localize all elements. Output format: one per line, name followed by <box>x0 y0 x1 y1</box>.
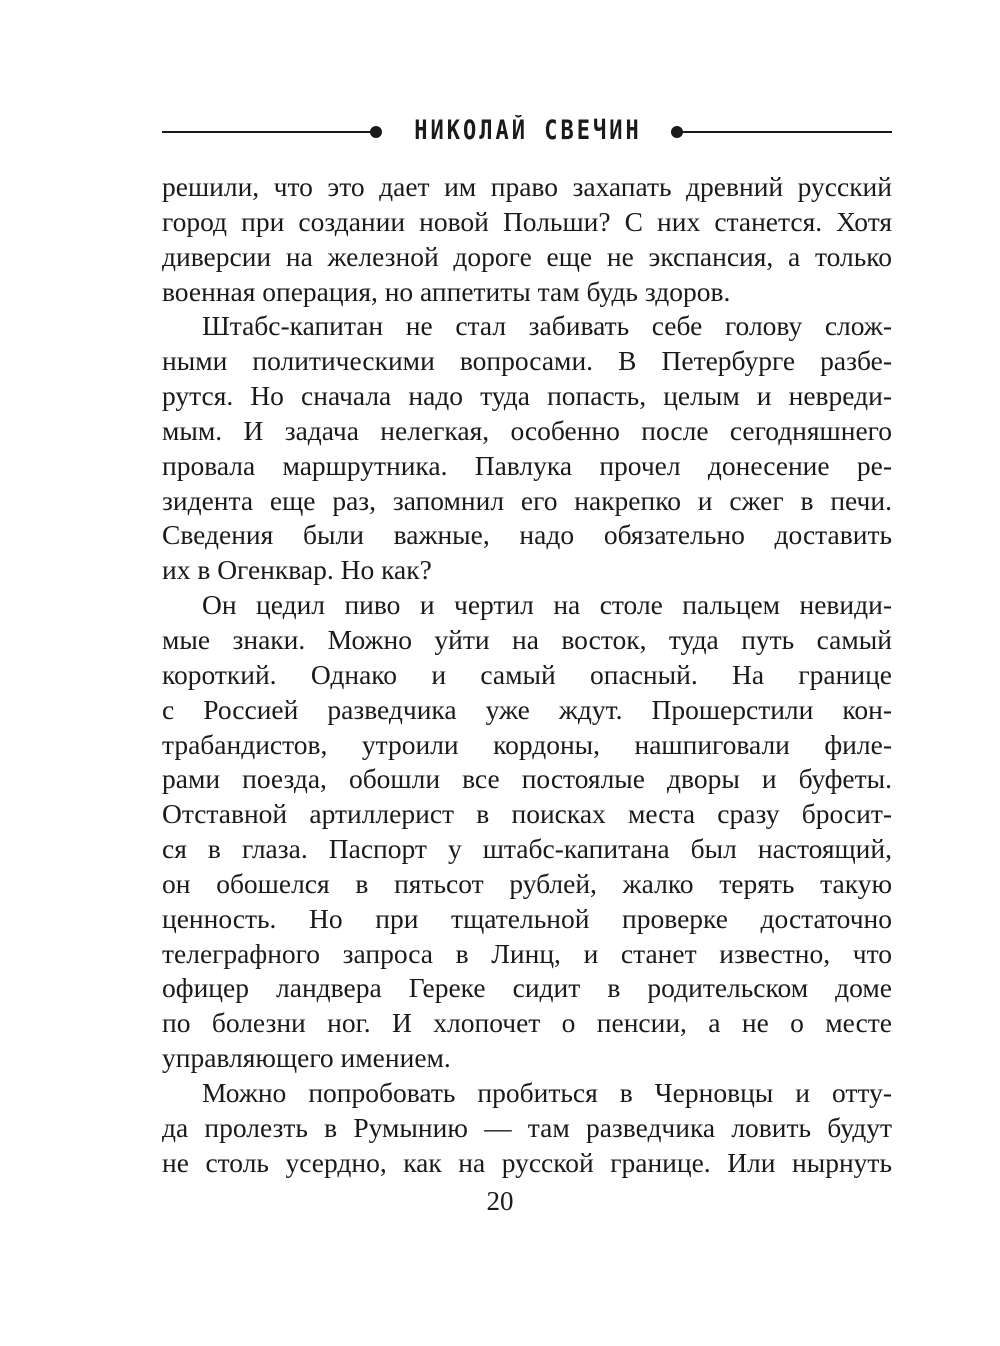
text-line: рами поезда, обошли все постоялые дворы и буфеты. <box>162 763 892 795</box>
running-header <box>162 112 892 152</box>
text-line: рутся. Но сначала надо туда попасть, целым и невреди- <box>162 380 892 412</box>
text-line: город при создании новой Польши? С них станется. Хотя <box>162 205 892 237</box>
page-number: 20 <box>486 1186 514 1216</box>
text-line: ся в глаза. Паспорт у штабс-капитана был настоящий, <box>162 833 892 865</box>
text-line: ными политическими вопросами. В Петербурге разбе- <box>162 345 892 377</box>
text-line: ценность. Но при тщательной проверке достаточно <box>162 902 892 934</box>
text-line: трабандистов, утроили кордоны, нашпиговали филе- <box>162 728 892 760</box>
text-line: Отставной артиллерист в поисках места сразу бросит- <box>162 798 892 830</box>
paragraph <box>162 170 892 309</box>
paragraph <box>162 1076 892 1181</box>
text-line: не столь усердно, как на русской границе. Или нырнуть <box>162 1146 892 1178</box>
text-line: их в Огенквар. Но как? <box>162 554 432 586</box>
header-rule-left <box>162 131 372 133</box>
text-line: зидента еще раз, запомнил его накрепко и сжег в печи. <box>162 484 892 516</box>
page-body-text <box>162 170 892 1180</box>
header-rule-right <box>678 131 892 133</box>
text-line: управляющего имением. <box>162 1042 451 1074</box>
text-line: телеграфного запроса в Линц, и станет известно, что <box>162 937 892 969</box>
text-line: по болезни ног. И хлопочет о пенсии, а не о месте <box>162 1007 892 1039</box>
text-line: провала маршрутника. Павлука прочел донесение ре- <box>162 449 892 481</box>
header-bullet-left <box>370 126 382 138</box>
text-line: военная операция, но аппетиты там будь здоров. <box>162 275 731 307</box>
text-line: Можно попробовать пробиться в Черновцы и отту- <box>202 1076 892 1108</box>
text-line: мым. И задача нелегкая, особенно после сегодняшнего <box>162 414 892 446</box>
running-head-author: НИКОЛАЙ СВЕЧИН <box>414 116 642 147</box>
paragraph <box>162 588 892 1076</box>
paragraph <box>162 309 892 588</box>
text-line: короткий. Однако и самый опасный. На границе <box>162 658 892 690</box>
text-line: Он цедил пиво и чертил на столе пальцем невиди- <box>202 589 892 621</box>
text-line: с Россией разведчика уже ждут. Прошерстили кон- <box>162 693 892 725</box>
text-line: офицер ландвера Гереке сидит в родительском доме <box>162 972 892 1004</box>
text-line: да пролезть в Румынию — там разведчика ловить будут <box>162 1111 892 1143</box>
text-line: Штабс-капитан не стал забивать себе голову слож- <box>202 310 892 342</box>
text-line: диверсии на железной дороге еще не экспансия, а только <box>162 240 892 272</box>
text-line: мые знаки. Можно уйти на восток, туда путь самый <box>162 623 892 655</box>
text-line: решили, что это дает им право захапать древний русский <box>162 171 892 202</box>
text-line: Сведения были важные, надо обязательно доставить <box>162 519 892 551</box>
text-line: он обошелся в пятьсот рублей, жалко терять такую <box>162 867 892 899</box>
